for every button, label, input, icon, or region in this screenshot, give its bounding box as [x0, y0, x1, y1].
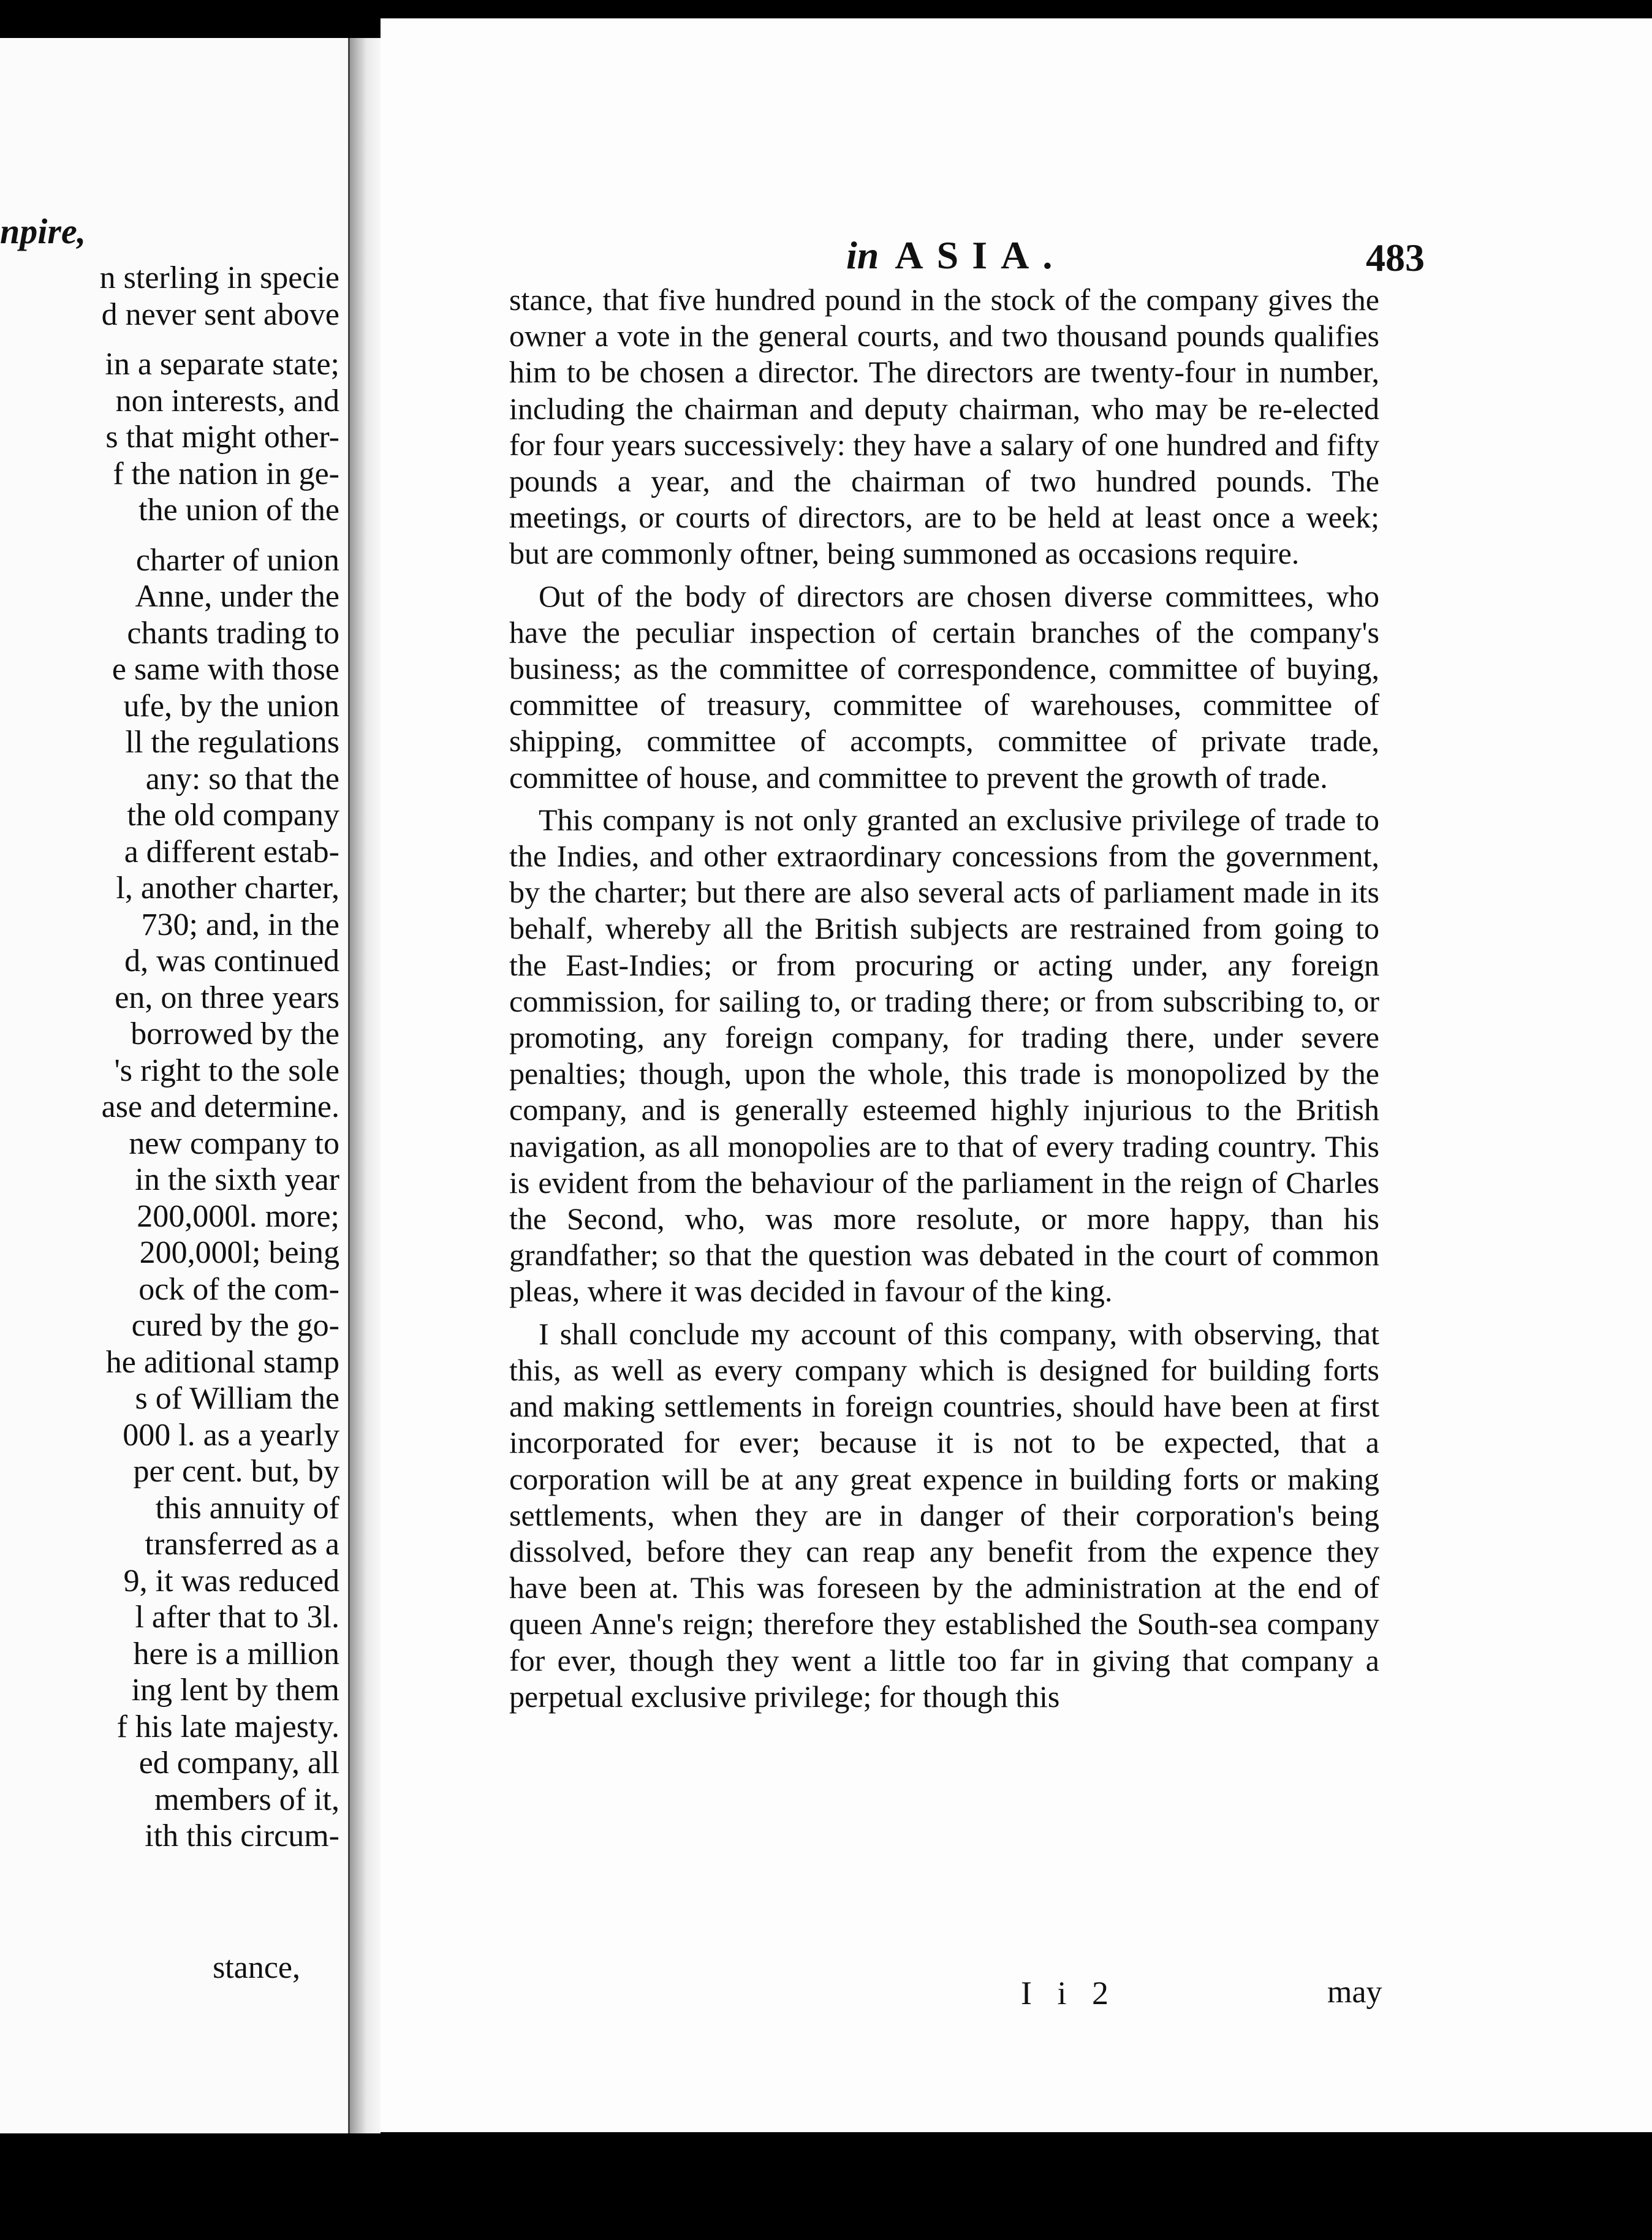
left-page-line: members of it,	[154, 1782, 339, 1817]
left-page-line: the old company	[127, 798, 339, 833]
left-page-line: 730; and, in the	[141, 907, 339, 942]
left-page-line: ufe, by the union	[123, 688, 339, 724]
left-page-line: 200,000l; being	[139, 1235, 339, 1270]
left-page-line: ith this circum-	[145, 1818, 339, 1853]
left-page-line: en, on three years	[115, 980, 339, 1015]
left-page-line: non interests, and	[115, 383, 339, 418]
left-page-line: s of William the	[135, 1381, 339, 1416]
left-page-line: f his late majesty.	[116, 1709, 339, 1744]
left-page-line: 000 l. as a yearly	[123, 1417, 339, 1453]
left-page-line: per cent. but, by	[133, 1454, 339, 1489]
left-page-line: Anne, under the	[135, 579, 339, 614]
left-page-line: d, was continued	[124, 944, 339, 978]
left-page-line: ing lent by them	[131, 1673, 339, 1708]
paragraph: This company is not only granted an exclusive privilege of trade to the Indies, and other extraordinary concessions from the government, by the charter; but there are also several acts of parliament made in its behalf, whereby all the British subjects are restrained from going to the East-Indies; or from procuring or acting under, any foreign commission, for sailing to, or trading there; or from subscribing to, or promoting, any foreign company, for trading there, under severe penalties; though, upon the whole, this trade is monopolized by the company, and is generally esteemed highly injurious to the British navigation, as all monopolies are to that of every trading country. This is evident from the behaviour of the parliament in the reign of Charles the Second, who, was more resolute, or more happy, than his grandfather; so that the question was debated in the court of common pleas, where it was decided in favour of the king.	[509, 802, 1379, 1309]
left-page-line: ed company, all	[138, 1746, 339, 1780]
left-page-line: ock of the com-	[138, 1271, 339, 1307]
left-page-line: this annuity of	[155, 1490, 339, 1526]
left-page-line: l after that to 3l.	[135, 1600, 339, 1635]
left-page-line: new company to	[129, 1126, 339, 1161]
left-page-line: a different estab-	[124, 834, 339, 869]
paragraph: stance, that five hundred pound in the stock of the company gives the owner a vote in the general courts, and two thousand pounds qualifies him to be chosen a director. The directors are twenty-four in number, including the chairman and deputy chairman, who may be re-elected for four years successively: they have a salary of one hundred and fifty pounds a year, and the chairman of two hundred pounds. The meetings, or courts of directors, are to be held at least once a week; but are commonly oftner, being summoned as occasions require.	[509, 282, 1379, 571]
left-page-line: 's right to the sole	[114, 1053, 339, 1088]
running-title	[846, 233, 1066, 278]
right-page	[381, 18, 1652, 2132]
left-page-line: chants trading to	[127, 615, 339, 651]
catchword: may	[1327, 1975, 1382, 2010]
left-page-line: cured by the go-	[131, 1308, 339, 1343]
left-page-line: 9, it was reduced	[123, 1563, 339, 1599]
paragraph: I shall conclude my account of this company, with observing, that this, as well as every company which is designed for building forts and making settlements in foreign countries, should have been at first incorporated for ever; because it is not to be expected, that a corporation will be at any great expence in building forts or making settlements, when they are in danger of their corporation's being dissolved, before they can reap any benefit from the expence they have been at. This was foreseen by the administration at the end of queen Anne's reign; therefore they established the South-sea company for ever, though they went a little too far in giving that company a perpetual exclusive privilege; for though this	[509, 1316, 1379, 1714]
running-title-caps: ASIA.	[895, 233, 1066, 277]
left-page-line: f the nation in ge-	[113, 456, 339, 491]
left-page-line: here is a million	[133, 1636, 339, 1671]
left-page-line: in a separate state;	[105, 347, 339, 382]
left-page-line: any: so that the	[145, 761, 339, 796]
left-page-line: ase and determine.	[101, 1089, 339, 1124]
left-page-line: the union of the	[138, 493, 339, 528]
left-page-line: borrowed by the	[131, 1016, 339, 1051]
book-gutter	[350, 38, 381, 2133]
running-header	[381, 233, 1652, 282]
scan-border	[0, 2133, 1652, 2240]
left-page-line: 200,000l. more;	[137, 1198, 339, 1234]
running-title-italic: in	[846, 233, 879, 277]
left-page-line: e same with those	[112, 652, 339, 687]
left-page-line: s that might other-	[105, 420, 339, 455]
left-page-line: he aditional stamp	[105, 1344, 339, 1380]
left-page-line: l, another charter,	[116, 871, 339, 906]
left-page-line: charter of union	[135, 542, 339, 578]
signature-mark: I i 2	[1021, 1975, 1117, 2011]
left-page-line: transferred as a	[145, 1527, 339, 1562]
left-running-head: npire,	[0, 211, 86, 251]
left-page-line: n sterling in specie	[99, 260, 339, 295]
paragraph: Out of the body of directors are chosen diverse committees, who have the peculiar inspection of certain branches of the company's business; as the committee of correspondence, committee of buying, committee of treasury, committee of warehouses, committee of shipping, committee of accompts, committee of private trade, committee of house, and committee to prevent the growth of trade.	[509, 578, 1379, 795]
page-number: 483	[1366, 236, 1425, 279]
body-text	[509, 282, 1379, 1715]
left-page-line: ll the regulations	[125, 725, 339, 760]
left-page-text	[100, 260, 339, 1855]
left-page-line: in the sixth year	[135, 1162, 339, 1197]
left-page-line: d never sent above	[101, 297, 339, 332]
left-catchword: stance,	[213, 1950, 300, 1985]
left-page	[0, 38, 350, 2133]
